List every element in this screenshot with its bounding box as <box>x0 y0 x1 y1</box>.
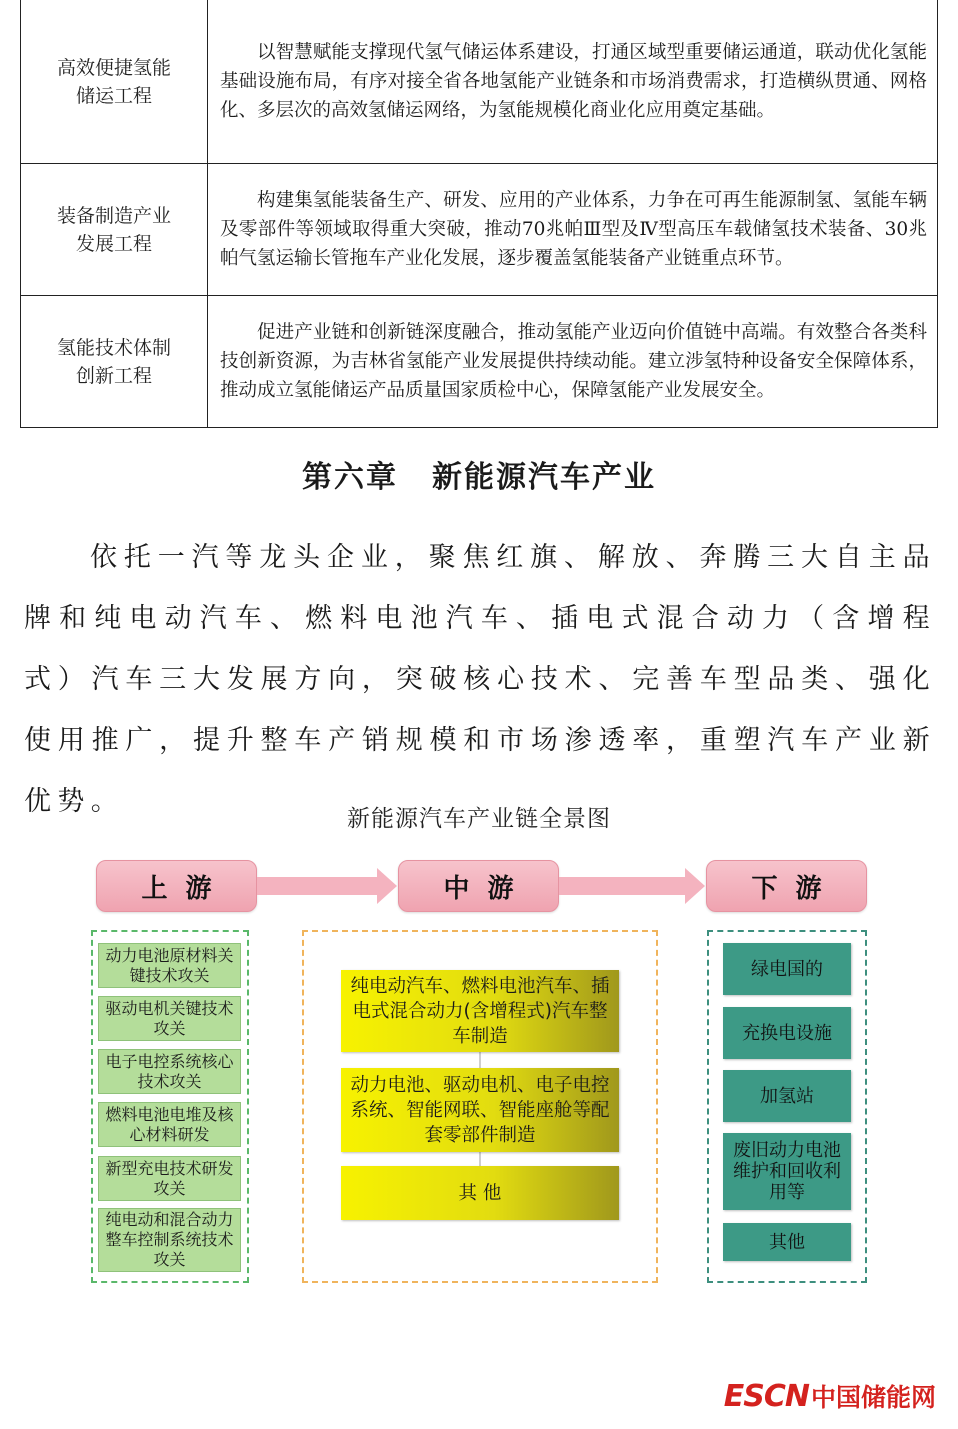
upstream-item: 驱动电机关键技术攻关 <box>98 996 241 1041</box>
chapter-title <box>0 452 958 496</box>
project-name-line: 高效便捷氢能 <box>56 56 171 79</box>
watermark-cn: 中国储能网 <box>810 1383 936 1412</box>
downstream-item: 废旧动力电池维护和回收利用等 <box>723 1133 851 1210</box>
project-name-line: 储运工程 <box>75 84 152 107</box>
upstream-item: 纯电动和混合动力整车控制系统技术攻关 <box>98 1208 241 1272</box>
midstream-group <box>302 930 658 1283</box>
arrow-right-icon <box>685 868 705 904</box>
stage-upstream: 上游 <box>96 860 257 912</box>
table-row <box>21 164 938 296</box>
project-description: 促进产业链和创新链深度融合，推动氢能产业迈向价值链中高端。有效整合各类科技创新资源，为吉林省氢能产业发展提供持续动能。建立涉氢特种设备安全保障体系，推动成立氢能储运产品质量国家质检中心，保障氢能产业发展安全。 <box>208 296 938 428</box>
midstream-item: 动力电池、驱动电机、电子电控系统、智能网联、智能座舱等配套零部件制造 <box>341 1068 619 1152</box>
upstream-item: 燃料电池电堆及核心材料研发 <box>98 1102 241 1147</box>
stage-downstream: 下游 <box>706 860 867 912</box>
upstream-item: 新型充电技术研发攻关 <box>98 1156 241 1201</box>
policy-table <box>20 0 938 428</box>
table-row <box>21 0 938 164</box>
midstream-item: 其 他 <box>341 1166 619 1220</box>
project-name-line: 氢能技术体制 <box>56 336 171 359</box>
escn-watermark <box>724 1376 936 1416</box>
diagram-title: 新能源汽车产业链全景图 <box>347 806 611 832</box>
midstream-item: 纯电动汽车、燃料电池汽车、插电式混合动力(含增程式)汽车整车制造 <box>341 970 619 1052</box>
upstream-item: 电子电控系统核心技术攻关 <box>98 1049 241 1094</box>
project-name-cell <box>21 164 208 296</box>
stage-midstream: 中游 <box>398 860 559 912</box>
downstream-item: 绿电国的 <box>723 943 851 995</box>
downstream-item: 加氢站 <box>723 1070 851 1122</box>
chapter-number: 第六章 <box>302 460 398 495</box>
project-name-line: 创新工程 <box>75 364 152 387</box>
project-name-line: 发展工程 <box>75 232 152 255</box>
chapter-paragraph: 依托一汽等龙头企业，聚焦红旗、解放、奔腾三大自主品牌和纯电动汽车、燃料电池汽车、插电式混合动力（含增程式）汽车三大发展方向，突破核心技术、完善车型品类、强化使用推广，提升整车产销规模和市场渗透率，重塑汽车产业新优势。 <box>24 542 936 817</box>
arrow-connector <box>559 877 686 895</box>
arrow-right-icon <box>377 868 397 904</box>
watermark-en: ESCN <box>723 1378 809 1414</box>
chapter-name: 新能源汽车产业 <box>432 460 656 495</box>
downstream-item: 其他 <box>723 1223 851 1261</box>
project-name-cell <box>21 296 208 428</box>
upstream-item: 动力电池原材料关键技术攻关 <box>98 943 241 988</box>
downstream-group <box>707 930 867 1283</box>
arrow-connector <box>257 877 378 895</box>
project-description: 以智慧赋能支撑现代氢气储运体系建设，打通区域型重要储运通道，联动优化氢能基础设施布局，有序对接全省各地氢能产业链条和市场消费需求，打造横纵贯通、网格化、多层次的高效氢储运网络，为氢能规模化商业化应用奠定基础。 <box>208 0 938 164</box>
upstream-group <box>91 930 249 1283</box>
project-name-line: 装备制造产业 <box>56 204 171 227</box>
downstream-item: 充换电设施 <box>723 1007 851 1059</box>
table-row <box>21 296 938 428</box>
project-description: 构建集氢能装备生产、研发、应用的产业体系，力争在可再生能源制氢、氢能车辆及零部件等领域取得重大突破，推动70兆帕Ⅲ型及Ⅳ型高压车载储氢技术装备、30兆帕气氢运输长管拖车产业化发展，逐步覆盖氢能装备产业链重点环节。 <box>208 164 938 296</box>
project-name-cell <box>21 0 208 164</box>
